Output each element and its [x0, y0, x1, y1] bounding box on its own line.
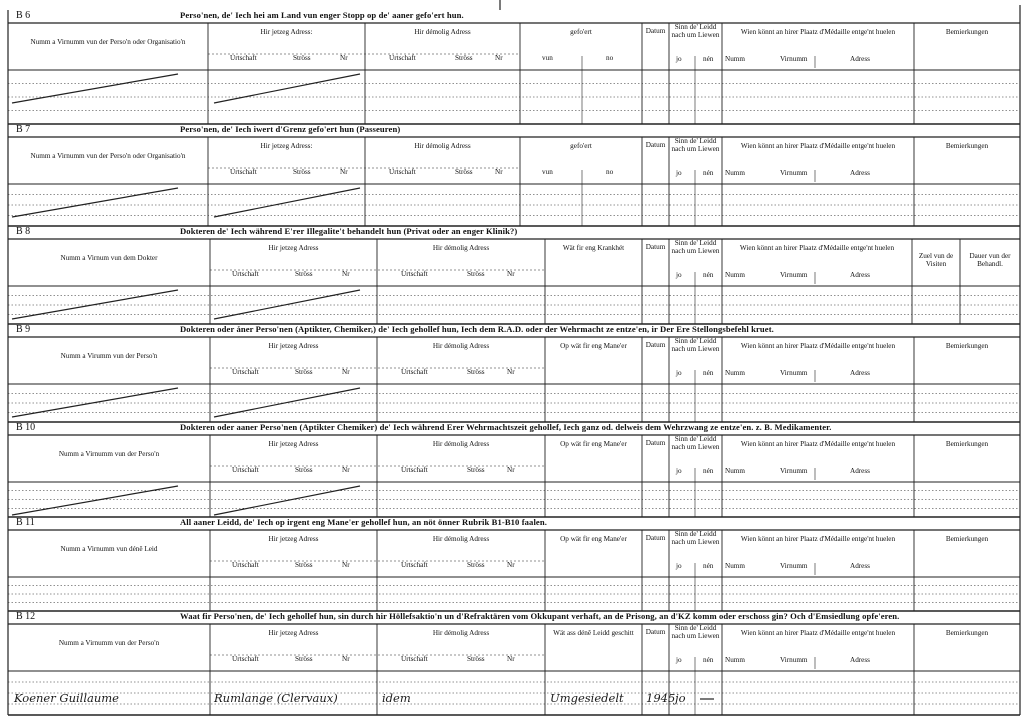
addr-sub-label: Ströss [467, 270, 485, 278]
col-alive: Sinn de' Leidd nach um Liewen [671, 23, 720, 40]
col-remarks: Bemierkungen [945, 342, 989, 350]
col-remarks: Bemierkungen [945, 142, 989, 150]
strike-line [12, 188, 178, 217]
col-mid: Wät ass déně Leidd geschitt [553, 629, 634, 637]
col-datum: Datum [645, 27, 666, 35]
col-mid: Wät fir eng Krankhét [562, 244, 625, 252]
who-name: Numm [725, 369, 745, 377]
addr-sub-label: Urtschaft [389, 168, 416, 176]
section-title: Dokteren oder aaner Perso'nen (Aptikter Chemiker) de' Iech während Erer Wehrmachtszeit gehollef, Iech ganz od. delweis dem Wehrzwang ze entze'en. z. B. Medikamenter. [180, 422, 832, 432]
section-title: Dokteren oder åner Perso'nen (Aptikter, Chemiker,) de' Iech gehollef hun, Iech dem R.A.D. oder der Wehrmacht ze entze'en, ir Der Ere Stellongsbefehl kruet. [180, 324, 774, 334]
addr-sub-label: Ströss [455, 168, 473, 176]
addr-sub-label: Urtschaft [389, 54, 416, 62]
addr-sub-label: Ströss [293, 54, 311, 62]
col-address-now: Hir jetzeg Adress: [260, 142, 313, 150]
addr-sub-label: Ströss [467, 561, 485, 569]
who-firstname: Virnumm [780, 369, 808, 377]
who-name: Numm [725, 562, 745, 570]
addr-sub-label: Nr [342, 368, 350, 376]
col-datum: Datum [645, 243, 666, 251]
alive-yes: jo [676, 562, 682, 570]
hand-address-now: Rumlange (Clervaux) [214, 691, 338, 705]
addr-sub-label: Urtschaft [232, 368, 259, 376]
col-datum: Datum [645, 534, 666, 542]
strike-line [12, 486, 178, 515]
section-title: Perso'nen, de' Iech iwert d'Grenz gefo'ert hun (Passeuren) [180, 124, 401, 134]
addr-sub-label: Ströss [295, 270, 313, 278]
who-firstname: Virnumm [780, 169, 808, 177]
addr-sub-label: Nr [495, 168, 503, 176]
addr-sub-label: Urtschaft [232, 270, 259, 278]
col-name: Numm a Virnumm vun der Perso'n oder Organisatio'n [30, 152, 186, 160]
col-address-now: Hir jetzeg Adress [268, 244, 319, 252]
col-name: Numm a Virnumm vun der Perso'n [58, 639, 160, 647]
alive-yes: jo [676, 271, 682, 279]
col-duration: Dauer vun der Behandl. [969, 252, 1011, 269]
section-code: B 11 [16, 517, 35, 528]
hand-date: 1945 [646, 691, 676, 705]
alive-yes: jo [676, 169, 682, 177]
who-name: Numm [725, 55, 745, 63]
section-code: B 6 [16, 10, 31, 21]
col-address-now: Hir jetzeg Adress [268, 629, 319, 637]
mid-sub-from: vun [542, 168, 553, 176]
col-address-then: Hir démolig Adress [432, 244, 490, 252]
who-name: Numm [725, 467, 745, 475]
col-alive: Sinn de' Leidd nach um Liewen [671, 239, 720, 256]
col-mid: gefo'ert [570, 142, 592, 150]
col-address-then: Hir démolig Adress [432, 440, 490, 448]
strike-line [214, 486, 360, 515]
section-code: B 10 [16, 422, 36, 433]
mid-sub-to: no [606, 168, 614, 176]
addr-sub-label: Ströss [295, 466, 313, 474]
addr-sub-label: Urtschaft [401, 270, 428, 278]
addr-sub-label: Urtschaft [401, 561, 428, 569]
col-alive: Sinn de' Leidd nach um Liewen [671, 137, 720, 154]
who-firstname: Virnumm [780, 467, 808, 475]
alive-yes: jo [676, 55, 682, 63]
who-address: Adress [850, 271, 870, 279]
addr-sub-label: Ströss [295, 655, 313, 663]
col-address-now: Hir jetzeg Adress [268, 535, 319, 543]
addr-sub-label: Urtschaft [401, 655, 428, 663]
section-code: B 9 [16, 324, 31, 335]
alive-no: nén [703, 369, 714, 377]
col-alive: Sinn de' Leidd nach um Liewen [671, 337, 720, 354]
addr-sub-label: Urtschaft [230, 54, 257, 62]
section-title: Dokteren de' Iech während E'rer Illegalite't behandelt hun (Privat oder an enger Klinik?) [180, 226, 518, 236]
strike-line [12, 290, 178, 319]
col-address-then: Hir démolig Adress [432, 342, 490, 350]
col-medal-recipient: Wien könnt an hirer Plaatz d'Médaille entge'nt huelen [739, 244, 895, 252]
col-address-now: Hir jetzeg Adress: [260, 28, 313, 36]
who-address: Adress [850, 369, 870, 377]
addr-sub-label: Urtschaft [232, 466, 259, 474]
strike-line [214, 188, 360, 217]
col-address-now: Hir jetzeg Adress [268, 440, 319, 448]
col-name: Numm a Virnum vun dem Dokter [60, 254, 158, 262]
alive-no: nén [703, 169, 714, 177]
col-medal-recipient: Wien könnt an hirer Plaatz d'Médaille entge'nt huelen [740, 440, 896, 448]
col-medal-recipient: Wien könnt an hirer Plaatz d'Médaille entge'nt huelen [740, 28, 896, 36]
addr-sub-label: Urtschaft [232, 561, 259, 569]
strike-line [12, 74, 178, 103]
col-name: Numm a Virnumm vun déně Leid [60, 545, 158, 553]
who-firstname: Virnumm [780, 562, 808, 570]
addr-sub-label: Nr [507, 368, 515, 376]
alive-no: nén [703, 656, 714, 664]
alive-yes: jo [676, 369, 682, 377]
addr-sub-label: Nr [507, 655, 515, 663]
strike-line [12, 388, 178, 417]
addr-sub-label: Ströss [295, 368, 313, 376]
addr-sub-label: Nr [342, 270, 350, 278]
addr-sub-label: Ströss [455, 54, 473, 62]
addr-sub-label: Urtschaft [230, 168, 257, 176]
col-name: Numm a Virnumm vun der Perso'n [58, 450, 160, 458]
col-mid: Op wät fir eng Mane'er [560, 440, 627, 448]
addr-sub-label: Urtschaft [401, 368, 428, 376]
col-medal-recipient: Wien könnt an hirer Plaatz d'Médaille entge'nt huelen [740, 629, 896, 637]
col-medal-recipient: Wien könnt an hirer Plaatz d'Médaille entge'nt huelen [740, 535, 896, 543]
who-firstname: Virnumm [780, 55, 808, 63]
col-datum: Datum [645, 628, 666, 636]
alive-no: nén [703, 271, 714, 279]
col-name: Numm a Virumm vun der Perso'n [60, 352, 158, 360]
section-title: Perso'nen, de' Iech hei am Land vun enger Stopp op de' aaner gefo'ert hun. [180, 10, 464, 20]
col-datum: Datum [645, 341, 666, 349]
section-code: B 12 [16, 611, 36, 622]
hand-alive: jo [675, 691, 686, 705]
addr-sub-label: Nr [507, 561, 515, 569]
col-alive: Sinn de' Leidd nach um Liewen [671, 530, 720, 547]
col-medal-recipient: Wien könnt an hirer Plaatz d'Médaille entge'nt huelen [740, 142, 896, 150]
col-medal-recipient: Wien könnt an hirer Plaatz d'Médaille entge'nt huelen [740, 342, 896, 350]
col-alive: Sinn de' Leidd nach um Liewen [671, 435, 720, 452]
mid-sub-from: vun [542, 54, 553, 62]
alive-no: nén [703, 562, 714, 570]
addr-sub-label: Urtschaft [401, 466, 428, 474]
col-datum: Datum [645, 439, 666, 447]
addr-sub-label: Nr [342, 561, 350, 569]
section-code: B 7 [16, 124, 31, 135]
section-code: B 8 [16, 226, 31, 237]
who-address: Adress [850, 562, 870, 570]
col-datum: Datum [645, 141, 666, 149]
who-name: Numm [725, 656, 745, 664]
col-mid: Op wät fir eng Mane'er [560, 342, 627, 350]
addr-sub-label: Nr [342, 655, 350, 663]
addr-sub-label: Ströss [295, 561, 313, 569]
alive-no: nén [703, 55, 714, 63]
alive-yes: jo [676, 656, 682, 664]
section-title: Waat fir Perso'nen, de' Iech gehollef hun, sin durch hir Höllefsaktio'n un d'Refraktären vom Okkupant verhaft, an de Prisong, an d'KZ komm oder erschoss gin? Och d'Emsiedlung opfe'eren. [180, 611, 900, 621]
col-mid: gefo'ert [570, 28, 592, 36]
alive-no: nén [703, 467, 714, 475]
who-firstname: Virnumm [780, 271, 808, 279]
addr-sub-label: Ströss [467, 466, 485, 474]
addr-sub-label: Ströss [467, 655, 485, 663]
col-alive: Sinn de' Leidd nach um Liewen [671, 624, 720, 641]
mid-sub-to: no [606, 54, 614, 62]
who-address: Adress [850, 656, 870, 664]
col-remarks: Bemierkungen [945, 440, 989, 448]
col-mid: Op wät fir eng Mane'er [560, 535, 627, 543]
hand-name: Koener Guillaume [14, 691, 119, 705]
col-remarks: Bemierkungen [945, 535, 989, 543]
addr-sub-label: Nr [495, 54, 503, 62]
strike-line [214, 74, 360, 103]
hand-what-happened: Umgesiedelt [550, 691, 624, 705]
who-firstname: Virnumm [780, 656, 808, 664]
who-address: Adress [850, 467, 870, 475]
col-remarks: Bemierkungen [945, 629, 989, 637]
addr-sub-label: Ströss [293, 168, 311, 176]
addr-sub-label: Nr [340, 168, 348, 176]
section-title: All aaner Leidd, de' Iech op irgent eng Mane'er gehollef hun, an nöt önner Rubrik B1-B10 faalen. [180, 517, 547, 527]
col-address-now: Hir jetzeg Adress [268, 342, 319, 350]
addr-sub-label: Nr [340, 54, 348, 62]
who-address: Adress [850, 55, 870, 63]
who-name: Numm [725, 169, 745, 177]
alive-yes: jo [676, 467, 682, 475]
col-name: Numm a Virnumm vun der Perso'n oder Organisatio'n [30, 38, 186, 46]
col-remarks: Bemierkungen [945, 28, 989, 36]
addr-sub-label: Ströss [467, 368, 485, 376]
col-address-then: Hir démolig Adress [414, 142, 471, 150]
col-visits: Zuel vun de Visiten [918, 252, 954, 269]
addr-sub-label: Urtschaft [232, 655, 259, 663]
addr-sub-label: Nr [342, 466, 350, 474]
who-address: Adress [850, 169, 870, 177]
col-address-then: Hir démolig Adress [432, 535, 490, 543]
who-name: Numm [725, 271, 745, 279]
col-address-then: Hir démolig Adress [432, 629, 490, 637]
col-address-then: Hir démolig Adress [414, 28, 471, 36]
hand-address-then: idem [382, 691, 411, 705]
addr-sub-label: Nr [507, 270, 515, 278]
addr-sub-label: Nr [507, 466, 515, 474]
